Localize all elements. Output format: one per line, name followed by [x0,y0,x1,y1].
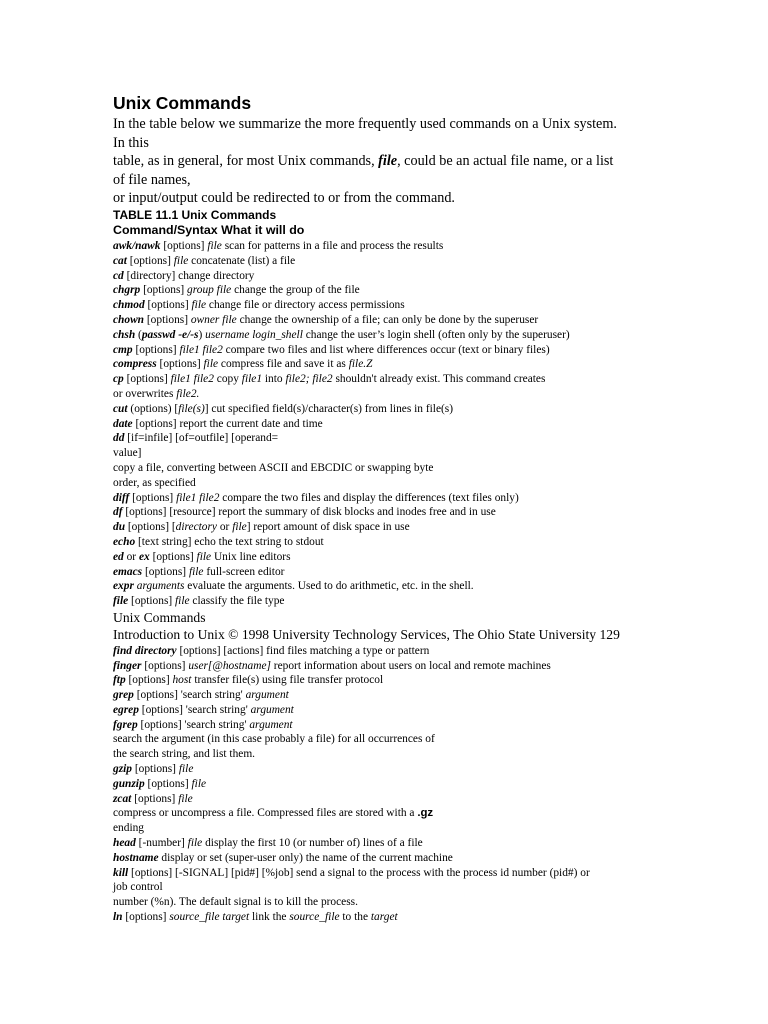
command-text: [directory] change directory [123,269,255,282]
command-argument: file [188,565,204,578]
command-line [113,910,653,925]
command-text: [options] [142,565,189,578]
command-text: [options] [131,792,179,805]
command-line [113,688,653,703]
command-line [113,535,653,550]
command-line [113,762,653,777]
command-argument: file [191,777,207,790]
command-argument: file(s) [178,402,205,415]
command-text: [-number] [135,837,188,850]
command-line [113,357,653,372]
command-text: Unix Commands [113,609,206,625]
command-line [113,328,653,343]
intro-file-term: file [378,153,398,170]
command-text: [options] [actions] find files matching a type or pattern [176,644,430,657]
command-text: ] report amount of disk space in use [246,521,410,534]
command-line [113,505,653,520]
command-text: [options] [125,674,173,687]
command-argument: file1 file2 [170,373,214,386]
command-name: egrep [113,703,139,716]
command-name: ln [113,911,123,924]
command-name: cut [113,402,128,415]
command-name: emacs [113,565,143,578]
command-name: expr [113,580,134,593]
command-line [113,703,653,718]
command-text: or overwrites [113,387,177,400]
command-line [113,520,653,535]
command-text: [options] [122,911,170,924]
command-name: file [113,595,129,608]
command-name: chown [113,313,145,326]
command-line [113,866,653,881]
command-text: value] [113,447,142,460]
command-text: shouldn't already exist. This command creates [332,373,546,386]
table-caption: TABLE 11.1 Unix Commands [113,207,277,222]
command-line [113,298,653,313]
table-header: Command/Syntax What it will do [113,222,305,237]
command-name: fgrep [113,718,138,731]
command-line [113,431,653,446]
command-line [113,836,653,851]
command-text: [options] [144,313,191,326]
command-name: dd [113,432,125,445]
command-line [113,747,653,762]
command-line [113,806,653,821]
command-argument: file [203,358,219,371]
command-line [113,851,653,866]
command-text: change the ownership of a file; can only be done by the superuser [236,313,539,326]
command-name: gzip [113,763,132,776]
command-name: ed [113,550,124,563]
command-text: compare two files and list where differences occur (text or binary files) [222,343,550,356]
command-text: [options] [140,284,188,297]
command-argument: group file [187,284,232,297]
command-text: [options] [141,659,189,672]
command-name: ftp [113,674,126,687]
command-line [113,550,653,565]
command-argument: host [172,674,192,687]
command-text: search the argument (in this case probably a file) for all occurrences of [113,733,435,746]
command-text: scan for patterns in a file and process the results [221,239,444,252]
file-extension: .gz [417,807,434,820]
command-name: chmod [113,299,145,312]
command-name: finger [113,659,142,672]
command-name: cd [113,269,124,282]
command-text: or [217,521,233,534]
command-name: du [113,521,126,534]
command-text: full-screen editor [203,565,285,578]
intro-text-b: , could be an actual file name, or a list of file names, or input/output could be redirected to or from the command. [113,153,614,207]
command-text: [options] [123,373,171,386]
command-name: echo [113,535,136,548]
command-line [113,579,653,594]
command-text: [options] [ [125,521,176,534]
command-argument: file [175,595,190,608]
command-text: [options] [132,763,179,776]
command-text: ( [135,328,142,341]
section-heading [113,626,653,643]
command-argument: user[@hostname] [188,659,271,672]
command-text: to the [339,911,371,924]
command-argument: file1 [241,373,263,386]
command-text: compare the two files and display the differences (text files only) [219,491,519,504]
command-line [113,792,653,807]
command-argument: argument [250,703,294,716]
command-text: [options] report the current date and time [132,417,323,430]
command-text: [options] [128,595,176,608]
command-text: concatenate (list) a file [188,254,296,267]
command-line [113,269,653,284]
command-text: [options] [129,491,177,504]
command-text: order, as specified [113,476,196,489]
command-text: compress or uncompress a file. Compressed files are stored with a [113,807,418,820]
command-line [113,880,653,895]
command-line [113,402,653,417]
command-line [113,777,653,792]
command-line [113,895,653,910]
command-text: ) [198,328,206,341]
command-argument: source_file target [169,911,250,924]
command-list [113,239,653,925]
command-text: link the [249,911,290,924]
command-line [113,673,653,688]
command-line [113,732,653,747]
command-name: passwd -e/-s [141,328,199,341]
command-text: copy a file, converting between ASCII and EBCDIC or swapping byte [113,461,434,474]
command-line [113,659,653,674]
command-line [113,372,653,387]
command-argument: file [207,239,222,252]
command-line [113,491,653,506]
command-line [113,417,653,432]
command-text: report information about users on local and remote machines [270,659,551,672]
command-line [113,594,653,609]
command-text: [options] [144,777,192,790]
command-text: [text string] echo the text string to stdout [135,535,324,548]
intro-text-a: In the table below we summarize the more frequently used commands on a Unix system. In this table, as in general, for most Unix commands, [113,116,617,170]
command-text: transfer file(s) using file transfer protocol [191,674,384,687]
command-name: diff [113,491,130,504]
command-argument: file [178,792,193,805]
command-argument: directory [175,521,217,534]
command-text: display or set (super-user only) the name of the current machine [158,851,453,864]
document-content [113,92,653,925]
command-argument: source_file [289,911,340,924]
command-name: cat [113,254,127,267]
command-text: [options] [160,239,208,252]
section-heading [113,609,653,626]
command-name: head [113,837,136,850]
command-name: kill [113,866,129,879]
command-text: into [262,373,286,386]
command-text: [options] 'search string' [137,718,250,731]
command-name: awk/nawk [113,239,161,252]
command-text: classify the file type [189,595,285,608]
command-text: compress file and save it as [218,358,349,371]
command-text: the search string, and list them. [113,748,256,761]
command-text: ending [113,822,145,835]
command-argument: file1 file2 [176,491,220,504]
command-line [113,644,653,659]
command-text: change the user’s login shell (often only by the superuser) [302,328,570,341]
command-argument: file2. [176,387,200,400]
command-argument: file2; file2 [285,373,333,386]
command-line [113,565,653,580]
command-text: Unix line editors [211,550,291,563]
command-argument: file1 file2 [179,343,223,356]
command-line [113,718,653,733]
command-argument: file [196,550,212,563]
command-name: grep [113,689,134,702]
command-text: [options] [149,550,197,563]
command-text: [options] 'search string' [133,689,246,702]
command-line [113,254,653,269]
command-text: [options] [132,343,180,356]
command-text: change file or directory access permissions [206,299,405,312]
command-line [113,239,653,254]
command-name: cp [113,373,124,386]
command-line [113,387,653,402]
command-line [113,461,653,476]
command-line [113,343,653,358]
command-name: hostname [113,851,159,864]
command-text: evaluate the arguments. Used to do arithmetic, etc. in the shell. [184,580,474,593]
command-line [113,821,653,836]
command-line [113,446,653,461]
command-text: [options] [156,358,204,371]
command-argument: file [187,837,203,850]
command-argument: file [173,254,189,267]
command-line [113,283,653,298]
command-text: [options] [resource] report the summary of disk blocks and inodes free and in use [122,506,496,519]
command-argument: file [178,763,194,776]
command-line [113,476,653,491]
command-text: ] cut specified field(s)/character(s) from lines in file(s) [204,402,454,415]
command-name: cmp [113,343,133,356]
command-argument: file [232,521,247,534]
command-text: display the first 10 (or number of) lines of a file [202,837,423,850]
command-line [113,313,653,328]
command-name: ex [138,550,150,563]
command-name: chgrp [113,284,141,297]
command-argument: arguments [136,580,185,593]
command-text: [options] [126,254,174,267]
command-text: [options] [-SIGNAL] [pid#] [%job] send a signal to the process with the process id number (pid#) or [128,866,590,879]
command-argument: username login_shell [205,328,303,341]
command-text: number (%n). The default signal is to kill the process. [113,896,358,909]
intro-paragraph [113,115,653,208]
command-text: job control [113,881,163,894]
command-text: copy [213,373,242,386]
command-text: [options] [144,299,192,312]
command-name: zcat [113,792,132,805]
command-text: [if=infile] [of=outfile] [operand= [124,432,279,445]
command-argument: file [191,299,207,312]
command-name: df [113,506,123,519]
command-argument: target [370,911,398,924]
command-text: (options) [ [127,402,179,415]
page-title: Unix Commands [113,93,252,113]
command-text: change the group of the file [231,284,360,297]
command-text: or [123,550,139,563]
command-argument: owner file [190,313,237,326]
command-name: date [113,417,133,430]
command-text: [options] 'search string' [138,703,251,716]
command-text: Introduction to Unix © 1998 University Technology Services, The Ohio State University 129 [113,627,620,643]
command-name: find directory [113,644,177,657]
command-argument: file.Z [348,358,373,371]
command-name: gunzip [113,777,145,790]
command-name: chsh [113,328,136,341]
command-name: compress [113,358,157,371]
command-argument: argument [249,718,293,731]
command-argument: argument [245,689,289,702]
